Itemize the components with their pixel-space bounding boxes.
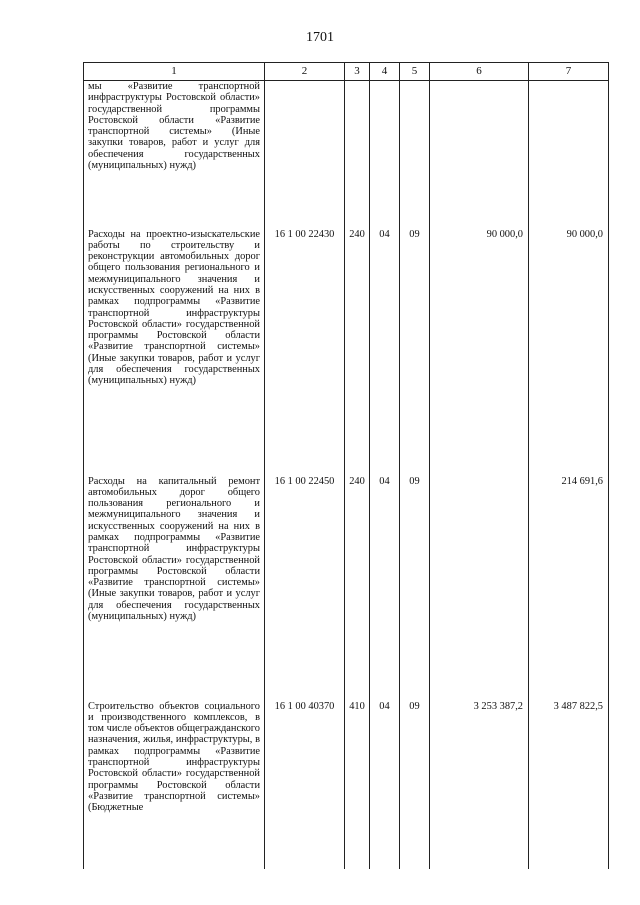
row-code: 16 1 00 40370	[265, 699, 345, 869]
table-row	[84, 699, 609, 869]
row-rz: 04	[370, 227, 400, 474]
budget-table	[83, 62, 609, 869]
row-rz: 04	[370, 474, 400, 699]
header-cell: 5	[400, 63, 430, 81]
row-sum-2: 90 000,0	[529, 227, 609, 474]
row-description: Строительство объектов социального и производственного комплексов, в том числе объектов общегражданского назначения, жилья, инфраструктуры, в рамках подпрограммы «Развитие транспортной инфраструктуры Ростовской области» государственной программы Ростовской области «Развитие транспортной системы» (Бюджетные	[84, 699, 265, 869]
row-pr	[400, 81, 430, 227]
page-number: 1701	[306, 30, 334, 45]
row-sum-1	[430, 81, 529, 227]
row-rz	[370, 81, 400, 227]
row-description: Расходы на капитальный ремонт автомобильных дорог общего пользования регионального и межмуниципального значения и искусственных сооружений на них в рамках подпрограммы «Развитие транспортной инфраструктуры Ростовской области» государственной программы Ростовской области «Развитие транспортной системы» (Иные закупки товаров, работ и услуг для обеспечения государственных (муниципальных) нужд)	[84, 474, 265, 699]
header-cell: 1	[84, 63, 265, 81]
row-code: 16 1 00 22430	[265, 227, 345, 474]
table-row	[84, 227, 609, 474]
row-sum-1: 90 000,0	[430, 227, 529, 474]
row-rz: 04	[370, 699, 400, 869]
row-vr	[345, 81, 370, 227]
header-cell: 2	[265, 63, 345, 81]
header-cell: 4	[370, 63, 400, 81]
row-code: 16 1 00 22450	[265, 474, 345, 699]
header-cell: 3	[345, 63, 370, 81]
row-sum-2: 214 691,6	[529, 474, 609, 699]
row-description: мы «Развитие транспортной инфраструктуры Ростовской области» государственной программы Ростовской области «Развитие транспортной системы» (Иные закупки товаров, работ и услуг для обеспечения государственных (муниципальных) нужд)	[84, 81, 265, 227]
row-description: Расходы на проектно-изыскательские работы по строительству и реконструкции автомобильных дорог общего пользования регионального и межмуниципального значения и искусственных сооружений на них в рамках подпрограммы «Развитие транспортной инфраструктуры Ростовской области» государственной программы Ростовской области «Развитие транспортной системы» (Иные закупки товаров, работ и услуг для обеспечения государственных (муниципальных) нужд)	[84, 227, 265, 474]
row-vr: 240	[345, 227, 370, 474]
header-cell: 7	[529, 63, 609, 81]
row-sum-2: 3 487 822,5	[529, 699, 609, 869]
header-row	[84, 63, 609, 81]
row-pr: 09	[400, 227, 430, 474]
table-row	[84, 81, 609, 227]
row-code	[265, 81, 345, 227]
row-sum-1	[430, 474, 529, 699]
row-vr: 240	[345, 474, 370, 699]
table-row	[84, 474, 609, 699]
row-sum-1: 3 253 387,2	[430, 699, 529, 869]
row-vr: 410	[345, 699, 370, 869]
row-pr: 09	[400, 474, 430, 699]
row-sum-2	[529, 81, 609, 227]
row-pr: 09	[400, 699, 430, 869]
header-cell: 6	[430, 63, 529, 81]
